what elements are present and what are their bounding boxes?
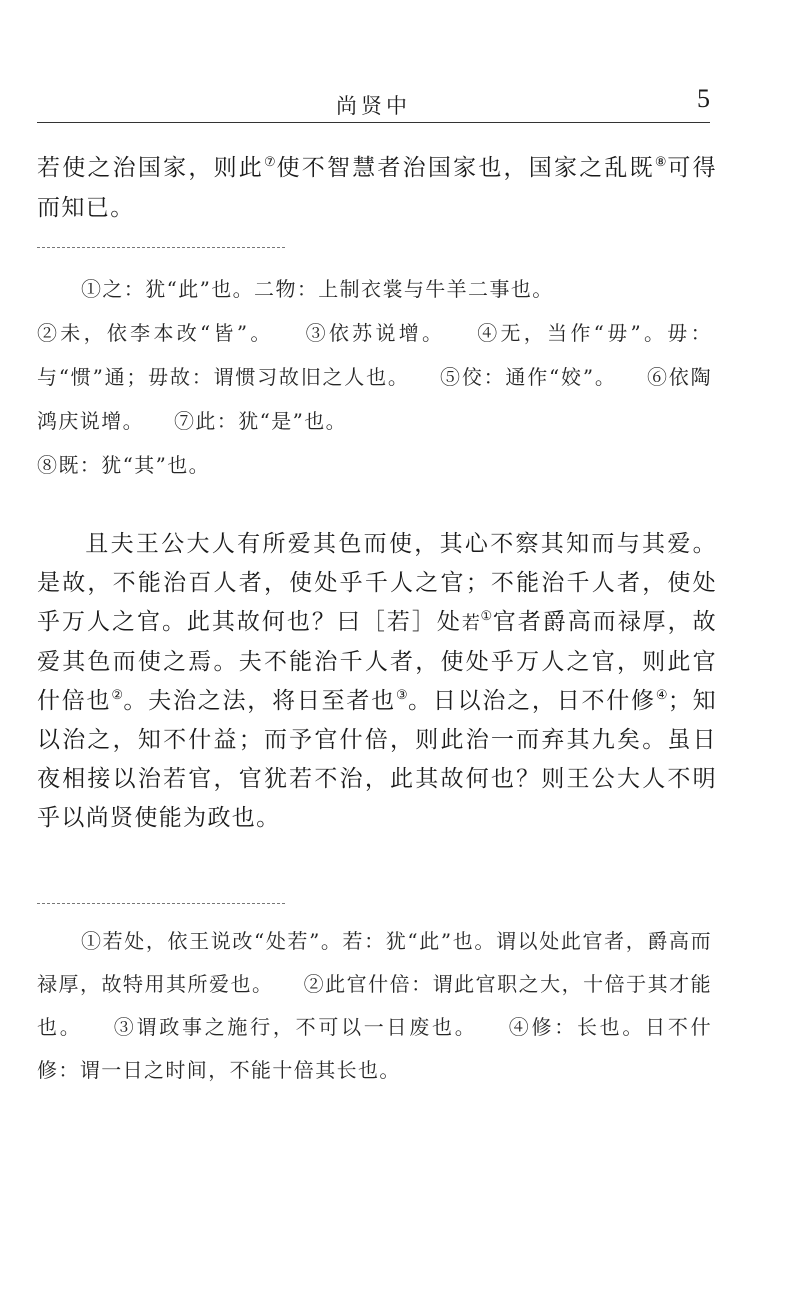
note-marker: ③	[395, 688, 409, 704]
text-run: 使不智慧者治国家也，国家之乱既	[276, 155, 655, 181]
footnote: ②此官什倍：谓此官职之大，十倍于其才能也。	[37, 972, 712, 1039]
main-text-paragraph	[37, 149, 717, 228]
note-marker: ⑦	[264, 155, 277, 170]
footnotes	[37, 920, 712, 1092]
page-number: 5	[697, 84, 710, 113]
text-run: ；知以治之，知不什益；而予官什倍，则此治一而弃其九矣。虽日夜相接以治若官，官犹若不治，此其故何也？则王公大人不明乎以尚贤使能为政也。	[37, 688, 718, 831]
footnote: ⑤佼：通作“姣”。	[439, 365, 617, 389]
footnote: ③依苏说增。	[303, 321, 446, 345]
footnote: ⑦此：犹“是”也。	[174, 409, 348, 433]
note-marker: ⑧	[654, 155, 668, 170]
running-title: 尚贤中	[336, 94, 411, 118]
footnote: ①之：犹“此”也。二物：上制衣裳与牛羊二事也。	[81, 277, 554, 301]
text-run: 官者爵高而禄厚，故爱其色而使之焉。夫不能治千人者，使处乎万人之官，则此官什倍也	[37, 608, 718, 715]
text-run: 可得而知已。	[37, 155, 717, 221]
footnote: ④无，当作“毋”。毋：与“惯”通；毋故：谓惯习故旧之人也。	[37, 321, 712, 389]
main-text-paragraph	[37, 525, 717, 837]
note-marker: ④	[655, 688, 668, 704]
footnote: ⑥依陶鸿庆说增。	[37, 365, 712, 433]
footnote: ①若处，依王说改“处若”。若：犹“此”也。谓以处此官者，爵高而禄厚，故特用其所爱也。	[37, 929, 712, 996]
text-run: 若使之治国家，则此	[37, 155, 265, 181]
text-run: 。日以治之，日不什修	[408, 688, 656, 715]
footnote: ③谓政事之施行，不可以一日废也。	[112, 1015, 478, 1039]
footnotes	[37, 267, 712, 487]
text-run: 且夫王公大人有所爱其色而使，其心不察其知而与其爱。是故，不能治百人者，使处乎千人之官；不能治千人者，使处乎万人之官。此其故何也？曰［若］处	[37, 531, 717, 635]
footnote: ⑧既：犹“其”也。	[37, 453, 211, 477]
footnote: ④修：长也。日不什修：谓一日之时间，不能十倍其长也。	[37, 1015, 712, 1082]
notes-divider	[37, 903, 285, 904]
note-marker: ②	[111, 688, 124, 704]
small-character: 若	[461, 612, 481, 634]
text-run: 。夫治之法，将日至者也	[123, 688, 396, 715]
notes-divider	[37, 247, 285, 248]
page-header	[37, 82, 710, 123]
footnote: ②未，依李本改“皆”。	[37, 321, 274, 345]
note-marker: ①	[480, 608, 493, 624]
